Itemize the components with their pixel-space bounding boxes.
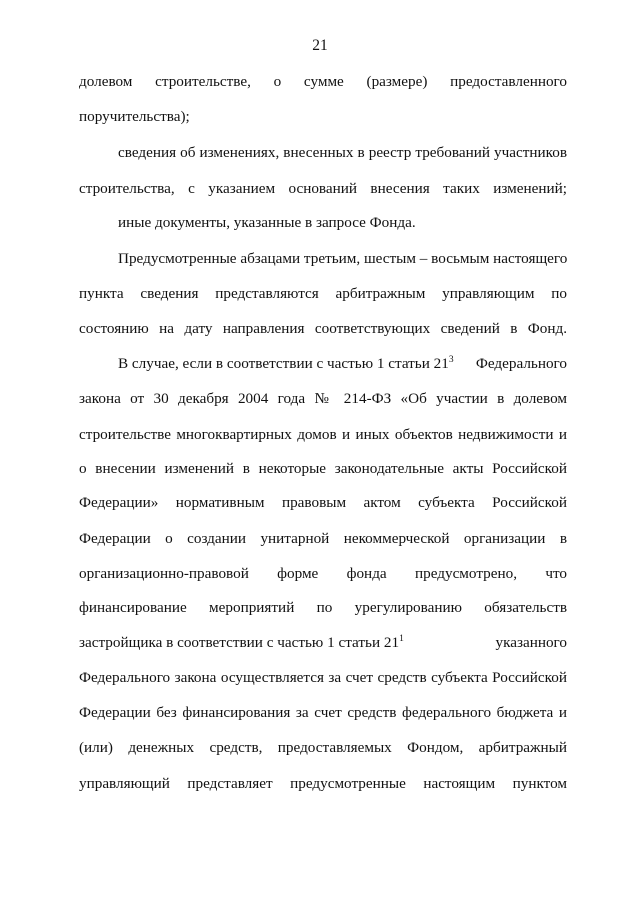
page-number: 21: [312, 37, 328, 54]
text-segment: Федерального: [475, 355, 567, 372]
text-line: Федерации» нормативным правовым актом субъекта Российской: [79, 494, 567, 511]
text-line: Федерации без финансирования за счет средств федерального бюджета и: [79, 704, 567, 721]
text-line: состоянию на дату направления соответствующих сведений в Фонд.: [79, 320, 567, 337]
text-line: закона от 30 декабря 2004 года № 214-ФЗ «Об участии в долевом: [79, 390, 567, 407]
text-line: иные документы, указанные в запросе Фонда.: [118, 214, 416, 231]
text-segment: застройщика в соответствии с частью 1 статьи $21^1$: [79, 633, 404, 651]
text-line: о внесении изменений в некоторые законодательные акты Российской: [79, 460, 567, 477]
text-line: пункта сведения представляются арбитражным управляющим по: [79, 285, 567, 302]
text-line-with-superscript: [118, 355, 567, 373]
text-line: Федерального закона осуществляется за счет средств субъекта Российской: [79, 669, 567, 686]
text-line: управляющий представляет предусмотренные настоящим пунктом: [79, 775, 567, 792]
superscript: 1: [399, 633, 404, 644]
text-line: (или) денежных средств, предоставляемых Фондом, арбитражный: [79, 739, 567, 756]
superscript: 3: [448, 354, 454, 365]
text-line: Предусмотренные абзацами третьим, шестым – восьмым настоящего: [118, 250, 568, 267]
text-line: финансирование мероприятий по урегулированию обязательств: [79, 599, 567, 616]
text-line: поручительства);: [79, 108, 190, 125]
text-line: строительстве многоквартирных домов и иных объектов недвижимости и: [79, 426, 567, 443]
text-segment: В случае, если в соответствии с частью 1 статьи $21^3$: [118, 354, 454, 372]
text-segment: указанного: [495, 634, 567, 651]
text-line: Федерации о создании унитарной некоммерческой организации в: [79, 530, 567, 547]
text-line: долевом строительстве, о сумме (размере) предоставленного: [79, 73, 567, 90]
text-line: строительства, с указанием оснований внесения таких изменений;: [79, 180, 567, 197]
text-line: сведения об изменениях, внесенных в реестр требований участников: [118, 144, 567, 161]
text-line-with-superscript: [79, 634, 567, 652]
text-line: организационно-правовой форме фонда предусмотрено, что: [79, 565, 567, 582]
